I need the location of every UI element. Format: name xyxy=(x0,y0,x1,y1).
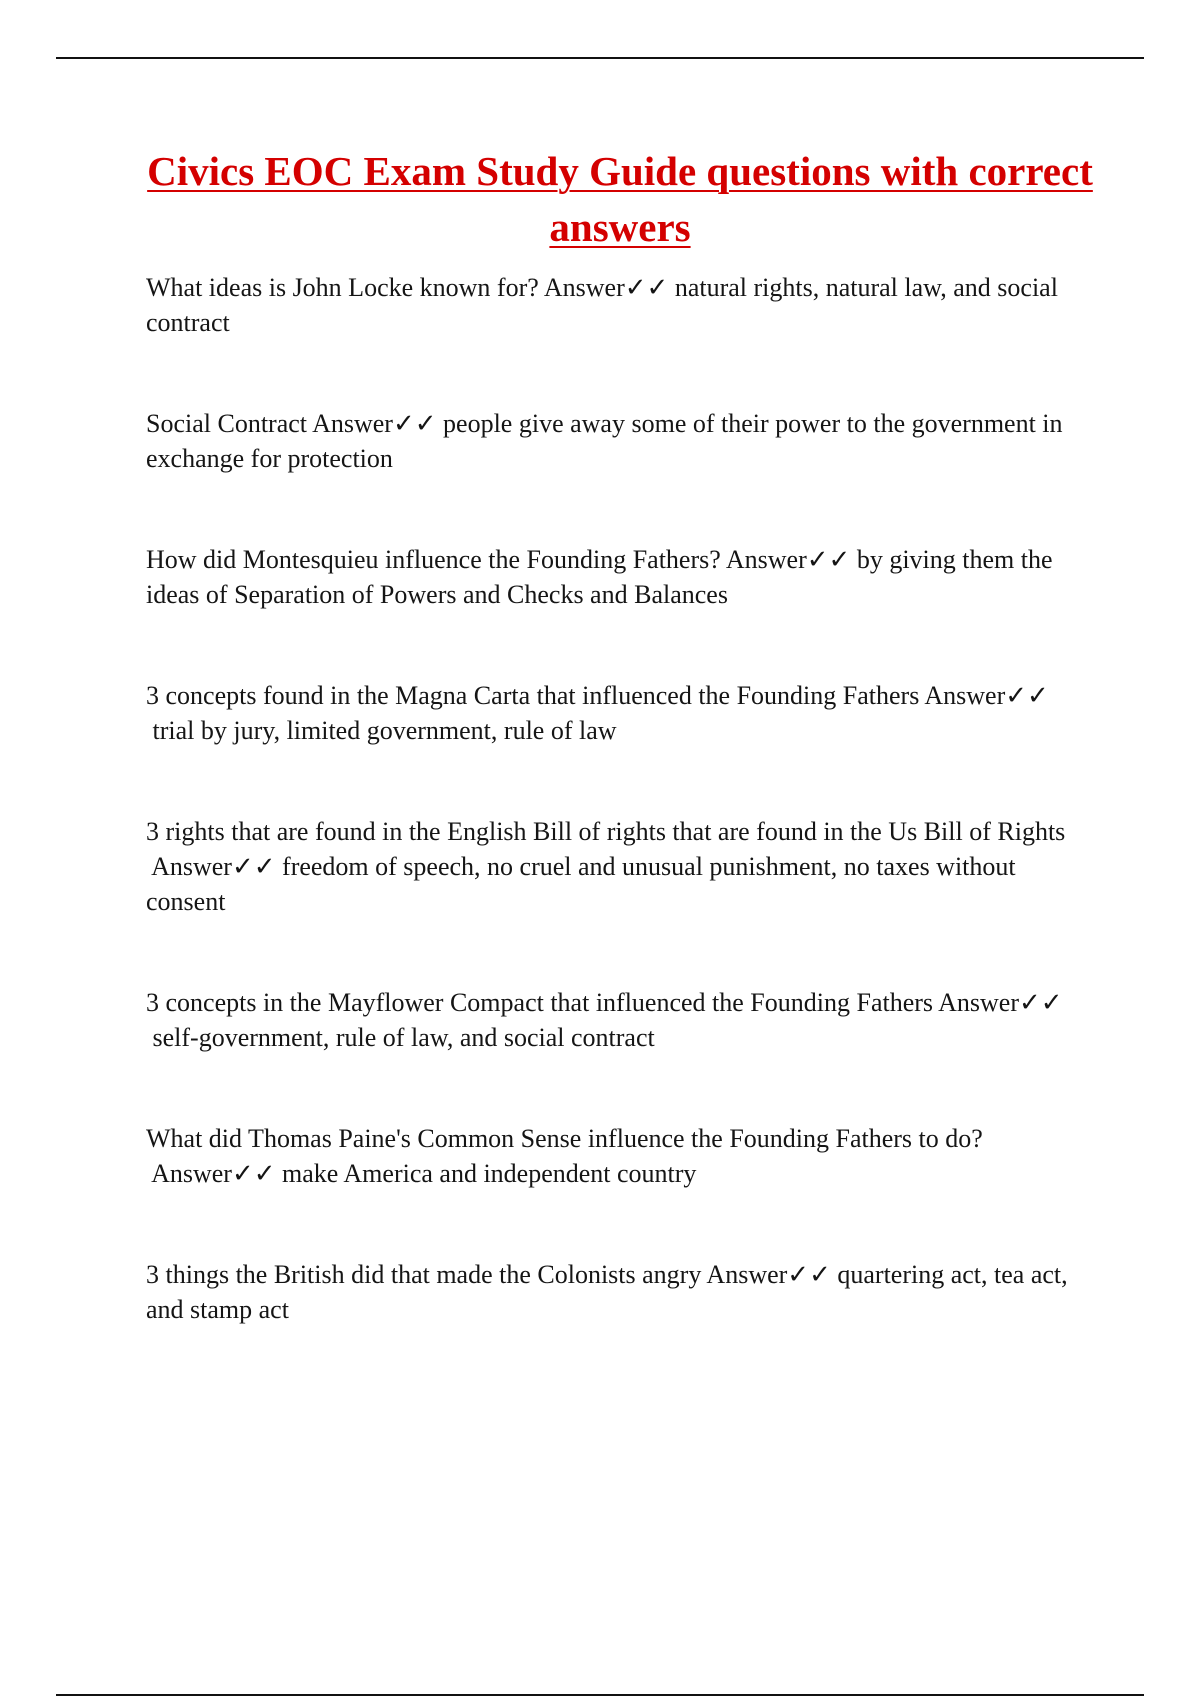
qa-item xyxy=(146,406,1086,476)
question-text: What ideas is John Locke known for? xyxy=(146,273,539,302)
question-text: 3 things the British did that made the Colonists angry xyxy=(146,1260,702,1289)
qa-item xyxy=(146,1257,1086,1327)
answer-text: make America and independent country xyxy=(282,1159,697,1188)
qa-item xyxy=(146,678,1086,748)
question-text: 3 concepts found in the Magna Carta that influenced the Founding Fathers xyxy=(146,681,920,710)
answer-marker: Answer✓✓ xyxy=(151,852,276,881)
answer-marker: Answer✓✓ xyxy=(706,1260,831,1289)
answer-text: trial by jury, limited government, rule of law xyxy=(152,716,617,745)
qa-list xyxy=(146,270,1086,1393)
answer-text: natural rights, natural law, and social contract xyxy=(146,273,1058,337)
answer-text: by giving them the ideas of Separation of Powers and Checks and Balances xyxy=(146,545,1053,609)
answer-marker: Answer✓✓ xyxy=(725,545,851,574)
answer-marker: Answer✓✓ xyxy=(151,1159,276,1188)
answer-marker: Answer✓✓ xyxy=(924,681,1049,710)
question-text: How did Montesquieu influence the Founding Fathers? xyxy=(146,545,721,574)
answer-marker: Answer✓✓ xyxy=(543,273,669,302)
answer-text: quartering act, tea act, and stamp act xyxy=(146,1260,1068,1324)
page-title: Civics EOC Exam Study Guide questions with correct answers xyxy=(147,148,1093,250)
qa-item xyxy=(146,985,1086,1055)
bottom-divider xyxy=(56,1694,1144,1696)
qa-item xyxy=(146,270,1086,340)
answer-marker: Answer✓✓ xyxy=(312,409,437,438)
qa-item xyxy=(146,542,1086,612)
question-text: Social Contract xyxy=(146,409,308,438)
question-text: 3 concepts in the Mayflower Compact that influenced the Founding Fathers xyxy=(146,988,934,1017)
qa-item xyxy=(146,814,1086,919)
top-divider xyxy=(56,57,1144,59)
answer-text: freedom of speech, no cruel and unusual punishment, no taxes without consent xyxy=(146,852,1016,916)
answer-text: self-government, rule of law, and social contract xyxy=(152,1023,655,1052)
qa-item xyxy=(146,1121,1086,1191)
answer-text: people give away some of their power to the government in exchange for protection xyxy=(146,409,1063,473)
answer-marker: Answer✓✓ xyxy=(938,988,1063,1017)
question-text: What did Thomas Paine's Common Sense influence the Founding Fathers to do? xyxy=(146,1124,983,1153)
question-text: 3 rights that are found in the English Bill of rights that are found in the Us Bill of Rights xyxy=(146,817,1066,846)
